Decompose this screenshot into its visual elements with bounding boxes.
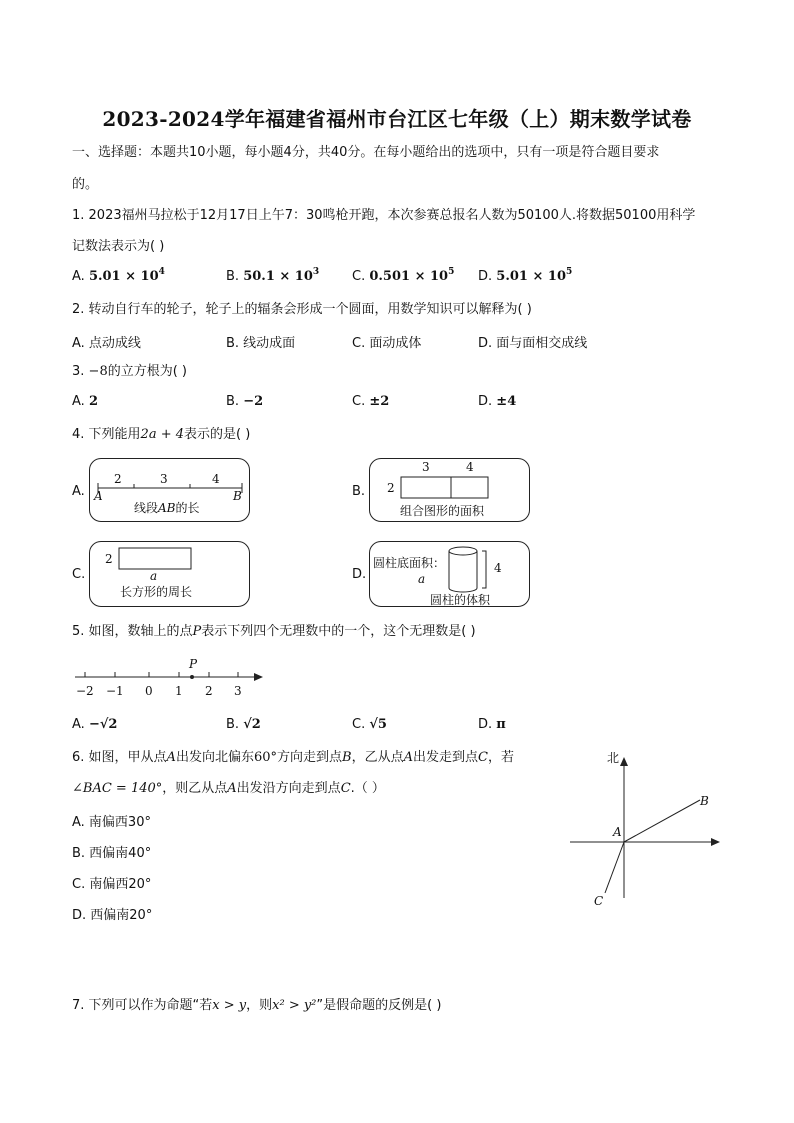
north-label: 北 [607, 751, 620, 765]
q5-stem-var: P [192, 624, 202, 639]
q6-var-a: A [166, 750, 176, 765]
q2-stem: 2. 转动自行车的轮子，轮子上的辐条会形成一个圆面，用数学知识可以解释为( ) [72, 302, 532, 317]
point-p-label: P [189, 657, 198, 671]
section-heading-cont: 的。 [72, 177, 99, 192]
q4-stem-pre: 4. 下列能用 [72, 427, 141, 442]
q3-number: 3. [72, 364, 85, 379]
q3-stem-text: 的立方根为( ) [107, 364, 187, 379]
fig-point-b: B [700, 794, 709, 808]
q5-option-d-label: D. [478, 717, 493, 732]
point-a-label: A [94, 489, 103, 503]
q3-option-a[interactable] [72, 394, 98, 409]
q4-option-b-label[interactable]: B. [352, 484, 366, 499]
q4-stem [72, 426, 250, 444]
q6-var-a3: A [227, 781, 237, 796]
section-heading: 一、选择题：本题共10小题，每小题4分，共40分。在每小题给出的选项中，只有一项是符合题目要求 [72, 145, 660, 160]
q1-option-b-base: 50.1 × 10 [243, 269, 313, 284]
q1-option-d-exp: 5 [566, 267, 573, 277]
q1-option-b[interactable] [226, 269, 319, 284]
q6-text-7: ，则乙从点 [162, 781, 228, 796]
q3-option-c-value: ±2 [369, 394, 390, 409]
q3-option-b-value: −2 [243, 394, 264, 409]
q1-option-a-exp: 4 [158, 267, 165, 277]
q4-option-a-figure[interactable] [89, 458, 250, 522]
q3-option-b[interactable] [226, 394, 263, 409]
rect-top-label-1: 3 [422, 460, 430, 474]
segment-label-1: 2 [114, 472, 122, 486]
q7-text-2: ，则 [246, 998, 273, 1013]
q7-stem [72, 997, 441, 1015]
q6-text-3: 方向走到点 [277, 750, 343, 765]
tick-label-neg2: −2 [76, 684, 94, 698]
q4-option-c-label[interactable]: C. [72, 567, 86, 582]
q5-option-b[interactable] [226, 717, 261, 732]
q1-option-d[interactable] [478, 269, 572, 284]
q4-math: 2a + 4 [140, 427, 184, 442]
q6-var-a2: A [403, 750, 413, 765]
q5-stem-post: 表示下列四个无理数中的一个，这个无理数是( ) [201, 624, 476, 639]
q6-text-4: ，乙从点 [351, 750, 404, 765]
fig-point-c: C [594, 894, 604, 908]
q6-var-c: C [478, 750, 488, 765]
q2-option-d[interactable]: D. 面与面相交成线 [478, 336, 588, 351]
q4-option-a-caption [134, 499, 200, 516]
page-title: 2023-2024学年福建省福州市台江区七年级（上）期末数学试卷 [102, 107, 692, 131]
q7-math-2: x² > y² [272, 998, 317, 1013]
q1-option-b-label: B. [226, 269, 240, 284]
rect-bottom-label: a [150, 569, 158, 583]
fig-point-a: A [613, 825, 622, 839]
q4-option-d-caption: 圆柱的体积 [430, 593, 491, 607]
point-b-label: B [233, 489, 242, 503]
q6-stem-cont [72, 780, 385, 798]
q5-option-b-label: B. [226, 717, 240, 732]
q6-text-5: 出发走到点 [412, 750, 478, 765]
q2-option-b[interactable]: B. 线动成面 [226, 336, 296, 351]
q3-option-d-label: D. [478, 394, 493, 409]
q4-option-a-label[interactable]: A. [72, 484, 85, 499]
q1-option-c-label: C. [352, 269, 366, 284]
tick-label-2: 2 [205, 684, 213, 698]
q4-stem-post: 表示的是( ) [184, 427, 251, 442]
rect-side-label: 2 [387, 481, 395, 495]
cylinder-base-var: a [418, 572, 426, 586]
q5-stem [72, 623, 476, 641]
tick-label-neg1: −1 [106, 684, 124, 698]
q4-option-d-figure[interactable] [369, 541, 530, 607]
q4-option-b-figure[interactable] [369, 458, 530, 522]
q5-option-c[interactable] [352, 717, 387, 732]
q5-option-d[interactable] [478, 717, 506, 732]
tick-label-0: 0 [145, 684, 153, 698]
q1-stem: 1. 2023福州马拉松于12月17日上午7：30鸣枪开跑，本次参赛总报名人数为50100人.将数据50100用科学 [72, 208, 696, 223]
q5-stem-pre: 5. 如图，数轴上的点 [72, 624, 193, 639]
q3-math: −8 [88, 364, 108, 379]
cylinder-base-text: 圆柱底面积： [373, 556, 446, 570]
caption-math: AB [158, 501, 176, 515]
q6-option-b[interactable]: B. 西偏南40° [72, 846, 152, 861]
q5-option-a-value: −√2 [88, 717, 118, 732]
q5-option-a[interactable] [72, 717, 117, 732]
q1-option-a-base: 5.01 × 10 [88, 269, 159, 284]
q5-option-a-label: A. [72, 717, 85, 732]
q4-option-c-caption: 长方形的周长 [120, 585, 193, 599]
q3-option-d[interactable] [478, 394, 516, 409]
q6-text-6: ，若 [487, 750, 514, 765]
tick-label-3: 3 [234, 684, 242, 698]
tick-label-1: 1 [175, 684, 183, 698]
q4-option-c-figure[interactable] [89, 541, 250, 607]
cylinder-height-label: 4 [494, 561, 502, 575]
q1-option-b-exp: 3 [312, 267, 320, 277]
q6-var-c2: C [340, 781, 351, 796]
q3-option-d-value: ±4 [496, 394, 517, 409]
q3-option-c-label: C. [352, 394, 366, 409]
q6-option-c[interactable]: C. 南偏西20° [72, 877, 152, 892]
q1-stem-cont: 记数法表示为( ) [72, 239, 165, 254]
q1-option-d-base: 5.01 × 10 [496, 269, 566, 284]
q1-option-c-exp: 5 [448, 267, 455, 277]
q7-text-3: ”是假命题的反例是( ) [316, 998, 442, 1013]
q6-var-b: B [342, 750, 352, 765]
q5-option-d-value: π [496, 717, 506, 732]
q1-option-c[interactable] [352, 269, 454, 284]
q6-text-8: 出发沿方向走到点 [236, 781, 341, 796]
rect-side-label: 2 [105, 552, 113, 566]
caption-pre: 线段 [134, 501, 159, 515]
q6-text-1: 6. 如图，甲从点 [72, 750, 167, 765]
rect-top-label-2: 4 [466, 460, 474, 474]
q6-degree: 60° [253, 750, 277, 765]
q7-math-1: x > y [212, 998, 247, 1013]
q5-option-b-value: √2 [243, 717, 261, 732]
q5-option-c-label: C. [352, 717, 366, 732]
q1-option-c-base: 0.501 × 10 [369, 269, 449, 284]
direction-diagram [565, 750, 725, 910]
q5-option-c-value: √5 [369, 717, 387, 732]
segment-label-2: 3 [160, 472, 168, 486]
q1-option-d-label: D. [478, 269, 493, 284]
q3-option-a-value: 2 [88, 394, 98, 409]
caption-post: 的长 [175, 501, 200, 515]
segment-label-3: 4 [212, 472, 220, 486]
q3-option-c[interactable] [352, 394, 389, 409]
q2-option-c[interactable]: C. 面动成体 [352, 336, 422, 351]
q6-option-a[interactable]: A. 南偏西30° [72, 815, 151, 830]
q4-option-b-caption: 组合图形的面积 [400, 504, 485, 518]
q3-option-a-label: A. [72, 394, 85, 409]
q3-option-b-label: B. [226, 394, 240, 409]
q6-text-9: .（ ） [350, 781, 385, 796]
q3-stem [72, 363, 187, 381]
q6-option-d[interactable]: D. 西偏南20° [72, 908, 153, 923]
q7-text-1: 7. 下列可以作为命题“若 [72, 998, 213, 1013]
q1-option-a-label: A. [72, 269, 85, 284]
q6-stem [72, 749, 514, 767]
q2-option-a[interactable]: A. 点动成线 [72, 336, 141, 351]
q4-option-d-label[interactable]: D. [352, 567, 367, 582]
q6-text-2: 出发向北偏东 [175, 750, 254, 765]
q1-option-a[interactable] [72, 269, 165, 284]
q6-angle: ∠BAC = 140° [72, 781, 163, 796]
